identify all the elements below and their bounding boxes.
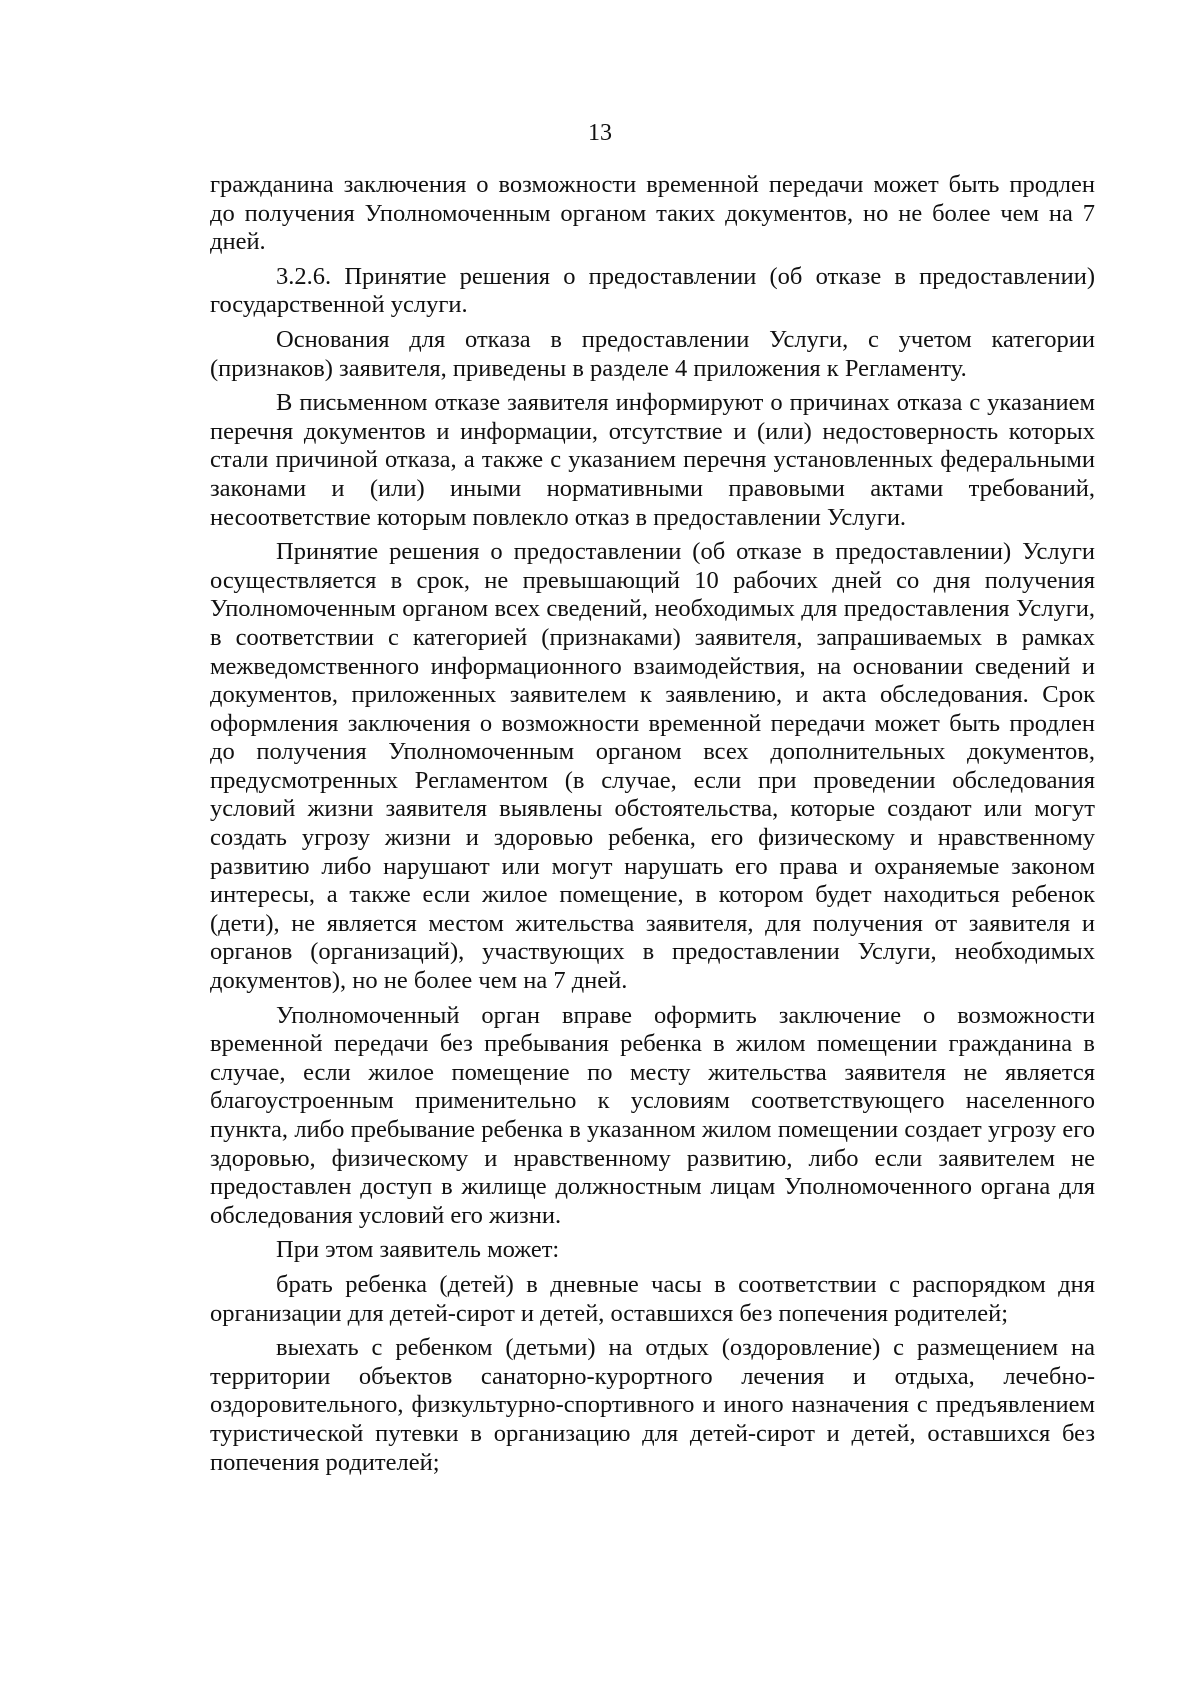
page-number: 13 <box>588 120 612 146</box>
paragraph-applicant-may: При этом заявитель может: <box>276 1236 560 1264</box>
paragraph-day-hours: брать ребенка (детей) в дневные часы в соответствии с распорядком дня организации для детей-сирот и детей, оставшихся без попечения родителей; <box>210 1270 1095 1327</box>
paragraph-section-3-2-6: 3.2.6. Принятие решения о предоставлении (об отказе в предоставлении) государственной услуги. <box>210 262 1095 319</box>
paragraph-conclusion-without-stay: Уполномоченный орган вправе оформить заключение о возможности временной передачи без пребывания ребенка в жилом помещении гражданина в случае, если жилое помещение по месту жительства заявителя не является благоустроенным применительно к условиям соответствующего населенного пункта, либо пребывание ребенка в указанном жилом помещении создает угрозу его здоровью, физическому и нравственному развитию, либо если заявителем не предоставлен доступ в жилище должностным лицам Уполномоченного органа для обследования условий его жизни. <box>210 1001 1095 1229</box>
document-body <box>210 171 1095 1483</box>
paragraph-vacation-trip: выехать с ребенком (детьми) на отдых (оздоровление) с размещением на территории объектов санаторно-курортного лечения и отдыха, лечебно-оздоровительного, физкультурно-спортивного и иного назначения с предъявлением туристической путевки в организацию для детей-сирот и детей, оставшихся без попечения родителей; <box>210 1334 1095 1476</box>
paragraph-decision-term: Принятие решения о предоставлении (об отказе в предоставлении) Услуги осуществляется в срок, не превышающий 10 рабочих дней со дня получения Уполномоченным органом всех сведений, необходимых для предоставления Услуги, в соответствии с категорией (признаками) заявителя, запрашиваемых в рамках межведомственного информационного взаимодействия, на основании сведений и документов, приложенных заявителем к заявлению, и акта обследования. Срок оформления заключения о возможности временной передачи может быть продлен до получения Уполномоченным органом всех дополнительных документов, предусмотренных Регламентом (в случае, если при проведении обследования условий жизни заявителя выявлены обстоятельства, которые создают или могут создать угрозу жизни и здоровью ребенка, его физическому и нравственному развитию либо нарушают или могут нарушать его права и охраняемые законом интересы, а также если жилое помещение, в котором будет находиться ребенок (дети), не является местом жительства заявителя, для получения от заявителя и органов (организаций), участвующих в предоставлении Услуги, необходимых документов), но не более чем на 7 дней. <box>210 538 1095 995</box>
paragraph-written-refusal: В письменном отказе заявителя информируют о причинах отказа с указанием перечня документов и информации, отсутствие и (или) недостоверность которых стали причиной отказа, а также с указанием перечня установленных федеральными законами и (или) иными нормативными правовыми актами требований, несоответствие которым повлекло отказ в предоставлении Услуги. <box>210 389 1095 531</box>
paragraph-refusal-grounds: Основания для отказа в предоставлении Услуги, с учетом категории (признаков) заявителя, приведены в разделе 4 приложения к Регламенту. <box>210 325 1095 382</box>
paragraph-continuation: гражданина заключения о возможности временной передачи может быть продлен до получения Уполномоченным органом таких документов, но не более чем на 7 дней. <box>210 171 1095 256</box>
